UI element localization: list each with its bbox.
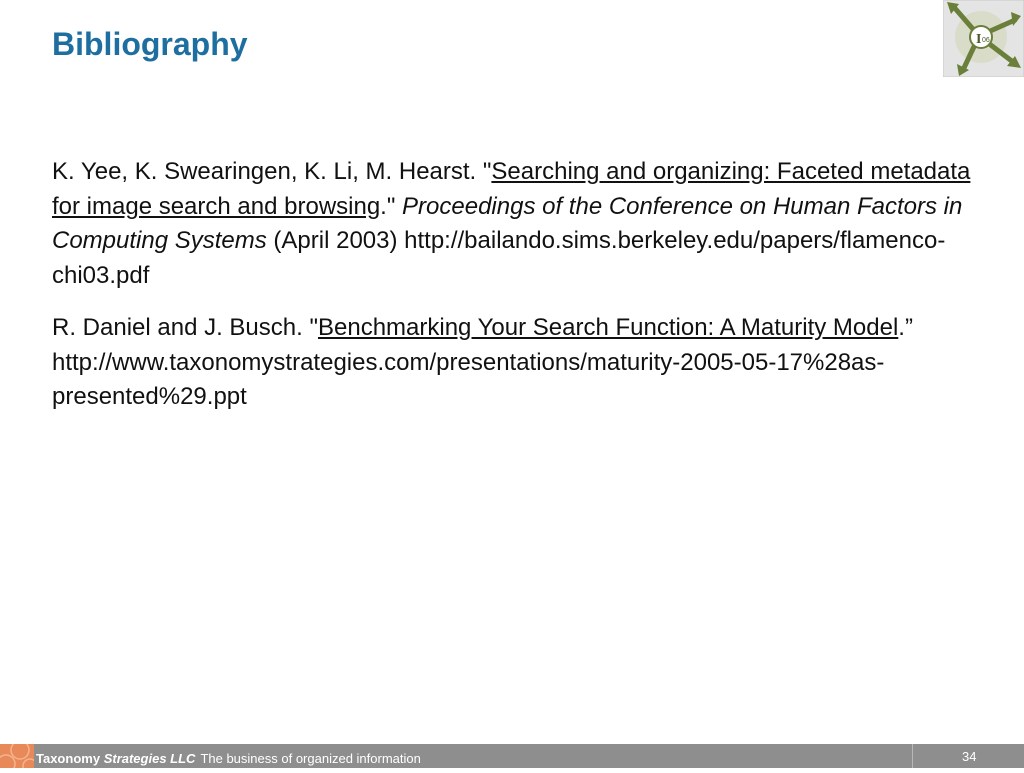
taxonomy-logo	[943, 0, 1024, 77]
reference-punctuation: ."	[380, 192, 403, 220]
reference-venue: Proceedings of the Conference on Human Factors in Computing Systems	[52, 192, 963, 254]
reference-authors: K. Yee, K. Swearingen, K. Li, M. Hearst. "	[52, 158, 492, 185]
reference-url: http://www.taxonomystrategies.com/presentations/maturity-2005-05-17%28as-presented%29.ppt	[52, 348, 885, 410]
footer-tagline: The business of organized information	[200, 751, 421, 766]
reference-item	[52, 155, 982, 293]
reference-date: (April 2003)	[266, 227, 405, 254]
page-number: 34	[962, 749, 977, 764]
reference-authors: R. Daniel and J. Busch. "	[52, 314, 318, 341]
reference-title-link[interactable]: Benchmarking Your Search Function: A Maturity Model	[317, 314, 899, 341]
reference-punctuation: .”	[898, 314, 913, 341]
footer-text	[36, 751, 421, 766]
footer-bar	[0, 744, 1024, 768]
bibliography-list	[52, 155, 982, 433]
reference-url: http://bailando.sims.berkeley.edu/papers/flamenco-chi03.pdf	[52, 227, 946, 289]
reference-title-link[interactable]: Searching and organizing: Faceted metadata for image search and browsing	[52, 158, 971, 220]
footer-divider	[912, 744, 913, 768]
logo-badge-text: 06	[982, 37, 990, 44]
footer-pattern-icon	[0, 744, 34, 768]
reference-item	[52, 311, 982, 415]
svg-text:I: I	[976, 32, 982, 47]
footer-brand: Taxonomy Strategies LLC	[36, 751, 196, 766]
slide-title: Bibliography	[52, 26, 248, 62]
